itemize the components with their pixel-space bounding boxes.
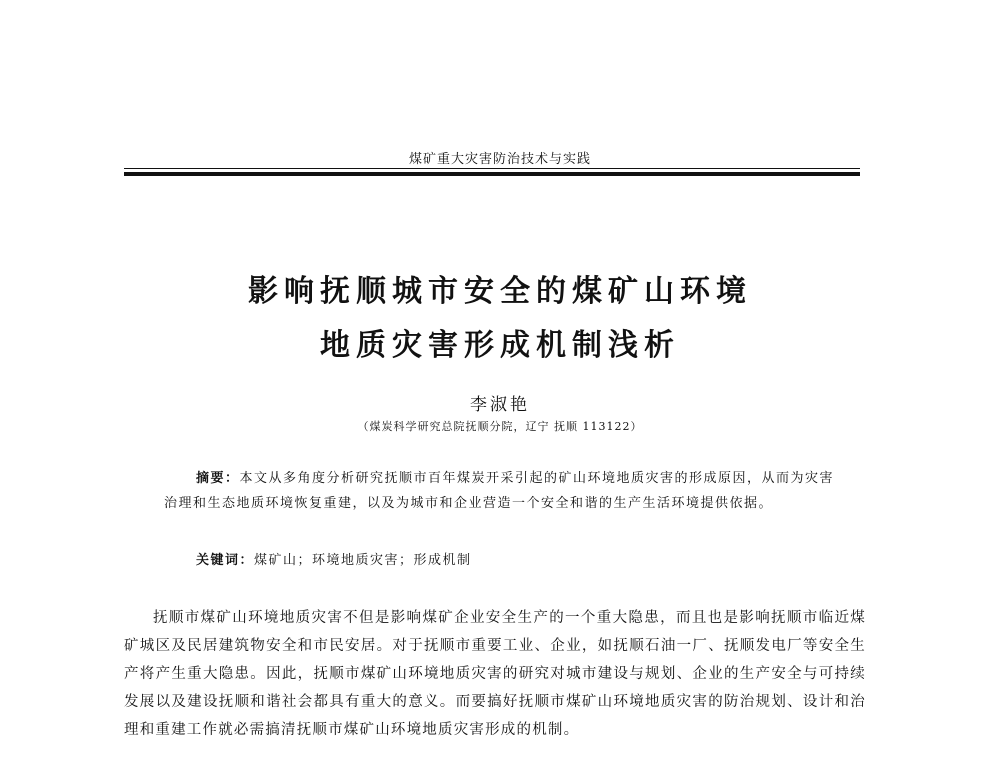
author-affiliation: （煤炭科学研究总院抚顺分院，辽宁 抚顺 113122）	[357, 420, 643, 433]
abstract	[164, 466, 844, 516]
title-line-2: 地质灾害形成机制浅析	[320, 328, 680, 363]
header-rule-thin	[124, 168, 860, 169]
body-text	[124, 604, 866, 744]
author-name: 李淑艳	[470, 395, 530, 415]
header-rule-thick	[124, 172, 860, 176]
keywords-label: 关键词：	[196, 553, 255, 568]
body-paragraph-1: 抚顺市煤矿山环境地质灾害不但是影响煤矿企业安全生产的一个重大隐患，而且也是影响抚顺市临近煤矿城区及民居建筑物安全和市民安居。对于抚顺市重要工业、企业，如抚顺石油一厂、抚顺发电厂等安全生产将产生重大隐患。因此，抚顺市煤矿山环境地质灾害的研究对城市建设与规划、企业的生产安全与可持续发展以及建设抚顺和谐社会都具有重大的意义。而要搞好抚顺市煤矿山环境地质灾害的防治规划、设计和治理和重建工作就必需搞清抚顺市煤矿山环境地质灾害形成的机制。	[124, 610, 866, 738]
keywords	[196, 549, 472, 568]
abstract-text: 本文从多角度分析研究抚顺市百年煤炭开采引起的矿山环境地质灾害的形成原因，从而为灾害治理和生态地质环境恢复重建，以及为城市和企业营造一个安全和谐的生产生活环境提供依据。	[164, 471, 835, 511]
abstract-label: 摘要：	[196, 471, 240, 486]
keywords-text: 煤矿山；环境地质灾害；形成机制	[254, 553, 472, 568]
title-line-1: 影响抚顺城市安全的煤矿山环境	[248, 274, 752, 309]
running-head: 煤矿重大灾害防治技术与实践	[408, 152, 591, 167]
